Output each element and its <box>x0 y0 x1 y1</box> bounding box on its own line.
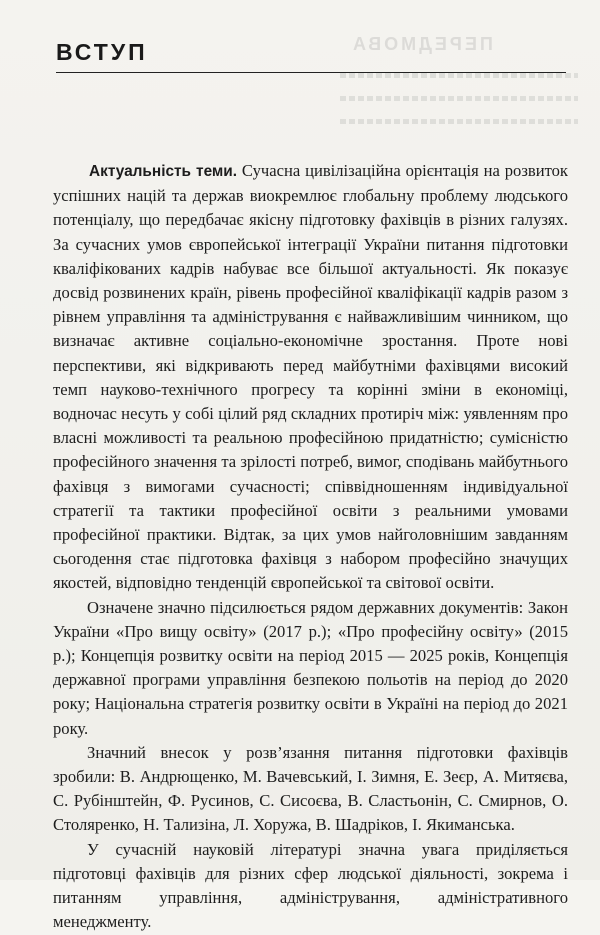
bleed-through-text-line <box>340 73 578 78</box>
paragraph-researchers <box>53 741 568 838</box>
body-text <box>53 159 568 935</box>
paragraph-text: Означене значно підсилюється рядом державних документів: Закон України «Про вищу освіту» (2017 р.); «Про професійну освіту» (2015 р.); Концепція розвитку освіти на період 2015 — 2025 років, Концепція державної програми управління безпекою польотів на період до 2020 року; Національна стратегія розвитку освіти в Україні на період до 2021 року. <box>53 597 568 738</box>
paragraph-text: Сучасна цивілізаційна орієнтація на розвиток успішних націй та держав виокремлює глобальну проблему людського потенціалу, що передбачає якісну підготовку фахівців в різних галузях. За сучасних умов європейської інтеграції України питання підготовки кваліфікованих кадрів набуває все більшої актуальності. Як показує досвід розвинених країн, рівень професійної кваліфікації кадрів разом з рівнем управління та адміністрування є найважливішим чинником, що визначає активне соціально-економічне зростання. Проте нові перспективи, які відкривають перед майбутніми фахівцями високий темп науково-технічного прогресу та корінні зміни в економіці, водночас несуть у собі цілий ряд складних протиріч між: уявленням про власні можливості та реальною професійною придатністю; сумісністю професійного значення та зрілості потреб, вимог, сподівань майбутнього фахівця з вимогами сучасності; співвідношенням індивідуальної стратегії та тактики професійної освіти з реальними умовами професійної практики. Відтак, за цих умов найголовнішим завданням сьогодення стає підготовка фахівця з набором професійно значущих якостей, відповідно тенденцій європейської та світової освіти. <box>53 161 568 593</box>
paragraph-text: У сучасній науковій літературі значна увага приділяється підготовці фахівців для різних сфер людської діяльності, зокрема і питанням управління, адміністрування, адміністративного менеджменту. <box>53 839 568 932</box>
bleed-through-title: ПЕРЕДМОВА <box>350 34 493 54</box>
chapter-heading <box>56 38 566 73</box>
paragraph-relevance <box>53 159 568 596</box>
chapter-title: ВСТУП <box>56 39 148 65</box>
paragraph-text: Значний внесок у розв’язання питання підготовки фахівців зробили: В. Андрющенко, М. Вачевський, І. Зимня, Е. Зеєр, А. Митяєва, С. Рубінштейн, Ф. Русинов, С. Сисоєва, В. Сластьонін, С. Смирнов, О. Столяренко, Н. Тализіна, Л. Хоружа, В. Шадріков, І. Якиманська. <box>53 742 568 835</box>
bleed-through-text-line <box>340 96 578 101</box>
bleed-through-text-line <box>340 119 578 124</box>
paragraph-documents <box>53 596 568 741</box>
paragraph-lead: Актуальність теми. <box>89 163 238 180</box>
paragraph-literature <box>53 838 568 935</box>
